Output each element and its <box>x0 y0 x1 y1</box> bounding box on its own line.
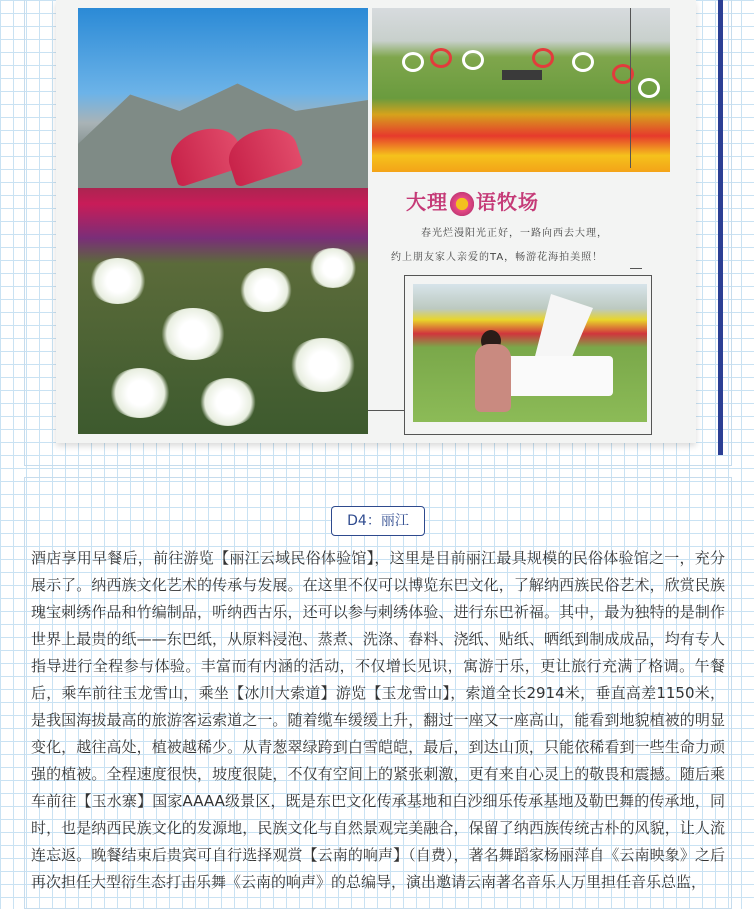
itinerary-description: 酒店享用早餐后，前往游览【丽江云域民俗体验馆】，这里是目前丽江最具规模的民俗体验馆之一，充分展示了。纳西族文化艺术的传承与发展。在这里不仅可以博览东巴文化，了解纳西族民俗艺术，欣赏民族瑰宝刺绣作品和竹编制品，听纳西古乐，还可以参与刺绣体验、进行东巴祈福。其中，最为独特的是制作世界上最贵的纸——东巴纸，从原料浸泡、蒸煮、洗涤、舂料、浇纸、贴纸、晒纸到制成成品，均有专人指导进行全程参与体验。丰富而有内涵的活动，不仅增长见识，寓游于乐，更让旅行充满了格调。午餐后，乘车前往玉龙雪山，乘坐【冰川大索道】游览【玉龙雪山】，索道全长2914米，垂直高差1150米，是我国海拔最高的旅游客运索道之一。随着缆车缓缓上升，翻过一座又一座高山，能看到地貌植被的明显变化，越往高处，植被越稀少。从青葱翠绿跨到白雪皑皑，最后，到达山顶，只能依稀看到一些生命力顽强的植被。全程速度很快，坡度很陡，不仅有空间上的紧张刺激，更有来自心灵上的敬畏和震撼。随后乘车前往【玉水寨】国家AAAA级景区，既是东巴文化传承基地和白沙细乐传承基地及勒巴舞的传承地，同时，也是纳西民族文化的发源地，民族文化与自然景观完美融合，保留了纳西族传统古朴的风貌，让人流连忘返。晚餐结束后贵宾可自行选择观赏【云南的响声】（自费），著名舞蹈家杨丽萍自《云南映象》之后再次担任大型衍生态打击乐舞《云南的响声》的总编导，演出邀请云南著名音乐人万里担任音乐总监， <box>31 549 725 891</box>
white-blossom <box>198 378 258 426</box>
photo-collage <box>56 0 696 443</box>
flower-field-photo <box>78 8 368 434</box>
tagline-line-1: 春光烂漫阳光正好，一路向西去大理， <box>421 228 608 239</box>
piano-body <box>503 356 613 396</box>
white-blossom <box>238 268 294 312</box>
pianist <box>475 344 511 412</box>
connector-line <box>368 410 404 411</box>
white-blossom <box>288 338 358 392</box>
heart-decoration <box>532 48 554 68</box>
heart-garden-photo <box>372 8 670 172</box>
logo-text-after: 语牧场 <box>476 190 539 214</box>
venue-logo <box>406 186 539 218</box>
heart-decoration <box>430 48 452 68</box>
connector-line <box>630 268 642 269</box>
connector-line <box>630 8 631 168</box>
heart-decoration <box>462 50 484 70</box>
white-blossom <box>158 308 228 360</box>
piano-lid <box>533 294 593 364</box>
heart-decoration <box>572 52 594 72</box>
logo-text-before: 大理 <box>406 190 448 214</box>
white-blossom <box>108 368 172 418</box>
white-blossom <box>88 258 148 304</box>
heart-decoration <box>638 78 660 98</box>
accent-bar <box>718 0 723 455</box>
heart-decoration <box>402 52 424 72</box>
piano-photo <box>413 284 647 422</box>
flower-icon <box>448 190 476 218</box>
day-badge: D4：丽江 <box>331 506 425 536</box>
tagline-line-2: 约上朋友家人亲爱的TA，畅游花海拍美照！ <box>391 252 604 263</box>
bench <box>502 70 542 80</box>
white-blossom <box>308 248 358 288</box>
